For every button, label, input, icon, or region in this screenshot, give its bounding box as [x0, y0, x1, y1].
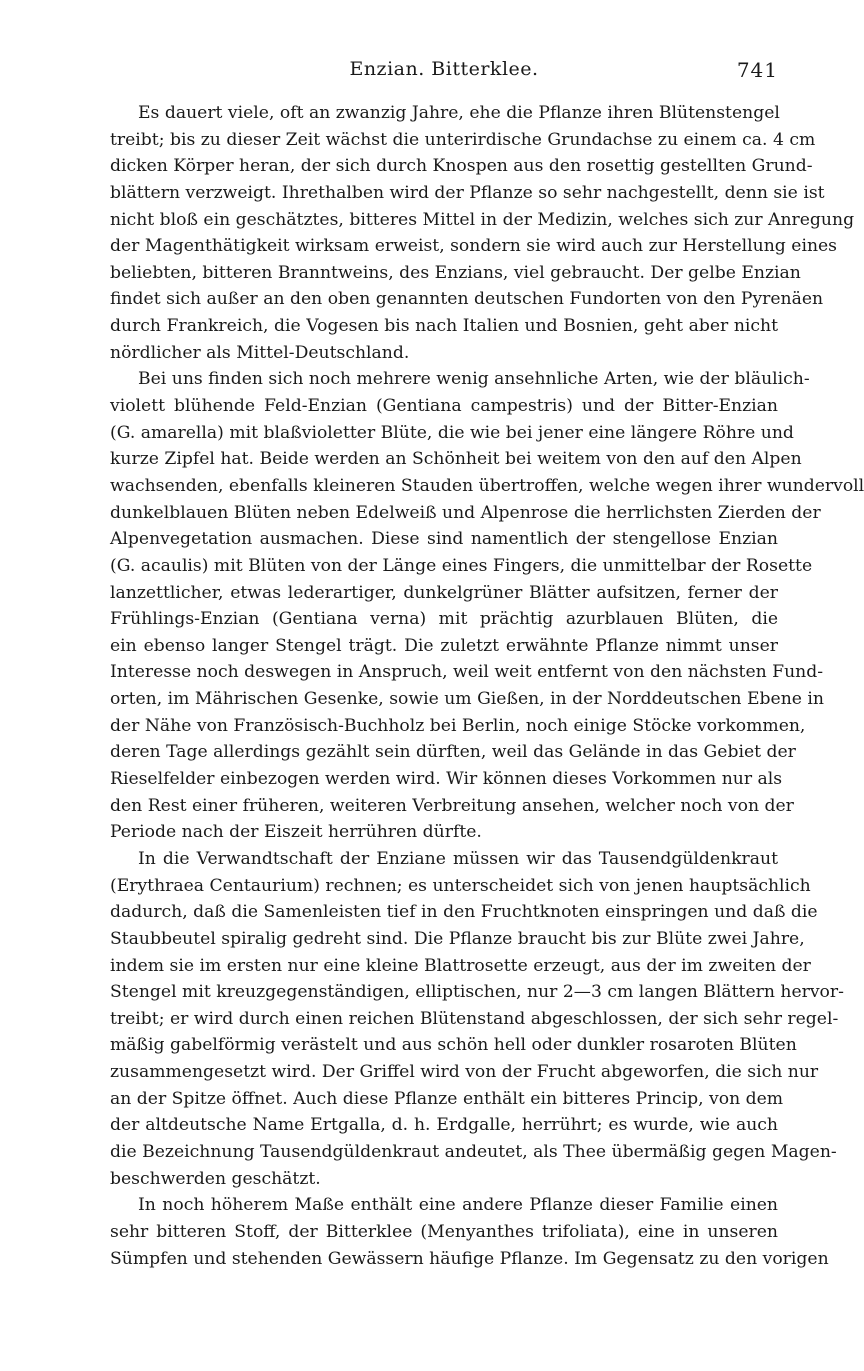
body-text — [110, 100, 864, 1272]
text-line: ein ebenso langer Stengel trägt. Die zuletzt erwähnte Pflanze nimmt unser — [110, 635, 778, 656]
text-line: violett blühende Feld-Enzian (Gentiana campestris) und der Bitter-Enzian — [110, 396, 778, 417]
text-line: Periode nach der Eiszeit herrühren dürfte. — [110, 822, 482, 843]
text-line: beschwerden geschätzt. — [110, 1168, 321, 1189]
running-head: Enzian. Bitterklee. — [349, 58, 539, 80]
text-line: (G. amarella) mit blaßvioletter Blüte, die wie bei jener eine längere Röhre und — [110, 422, 794, 443]
text-line: Frühlings-Enzian (Gentiana verna) mit prächtig azurblauen Blüten, die — [110, 609, 778, 630]
text-line: Alpenvegetation ausmachen. Diese sind namentlich der stengellose Enzian — [110, 529, 778, 550]
text-line: nördlicher als Mittel-Deutschland. — [110, 342, 410, 363]
paragraph-alpine-gentians — [110, 366, 864, 846]
text-line: indem sie im ersten nur eine kleine Blattrosette erzeugt, aus der im zweiten der — [110, 955, 811, 976]
text-line: Rieselfelder einbezogen werden wird. Wir können dieses Vorkommen nur als — [110, 769, 783, 790]
text-line: treibt; bis zu dieser Zeit wächst die unterirdische Grundachse zu einem ca. 4 cm — [110, 129, 816, 150]
text-line: der Nähe von Französisch-Buchholz bei Berlin, noch einige Stöcke vorkommen, — [110, 715, 806, 736]
text-line: an der Spitze öffnet. Auch diese Pflanze enthält ein bitteres Princip, von dem — [110, 1088, 784, 1109]
text-line: sehr bitteren Stoff, der Bitterklee (Menyanthes trifoliata), eine in unseren — [110, 1221, 778, 1242]
text-line: In die Verwandtschaft der Enziane müssen wir das Tausendgüldenkraut — [138, 848, 778, 869]
text-line: Es dauert viele, oft an zwanzig Jahre, ehe die Pflanze ihren Blütenstengel — [138, 103, 780, 123]
text-line: Stengel mit kreuzgegenständigen, elliptischen, nur 2—3 cm langen Blättern hervor- — [110, 982, 844, 1003]
text-line: deren Tage allerdings gezählt sein dürften, weil das Gelände in das Gebiet der — [110, 742, 796, 763]
text-line: die Bezeichnung Tausendgüldenkraut andeutet, als Thee übermäßig gegen Magen- — [110, 1141, 837, 1162]
text-line: durch Frankreich, die Vogesen bis nach Italien und Bosnien, geht aber nicht — [110, 316, 778, 337]
text-line: In noch höherem Maße enthält eine andere Pflanze dieser Familie einen — [138, 1195, 778, 1216]
paragraph-yellow-gentian — [110, 100, 855, 366]
text-line: treibt; er wird durch einen reichen Blütenstand abgeschlossen, der sich sehr regel- — [110, 1008, 839, 1029]
text-line: zusammengesetzt wird. Der Griffel wird von der Frucht abgeworfen, die sich nur — [110, 1062, 819, 1083]
text-line: dadurch, daß die Samenleisten tief in den Fruchtknoten einspringen und daß die — [110, 902, 818, 923]
text-line: kurze Zipfel hat. Beide werden an Schönheit bei weitem von den auf den Alpen — [110, 449, 802, 470]
text-line: dicken Körper heran, der sich durch Knospen aus den rosettig gestellten Grund- — [110, 156, 813, 177]
text-line: nicht bloß ein geschätztes, bitteres Mittel in der Medizin, welches sich zur Anregung — [110, 209, 855, 230]
text-line: orten, im Mährischen Gesenke, sowie um Gießen, in der Norddeutschen Ebene in — [110, 689, 824, 710]
paragraph-centaury — [110, 846, 844, 1192]
text-line: den Rest einer früheren, weiteren Verbreitung ansehen, welcher noch von der — [110, 795, 794, 816]
text-line: Bei uns finden sich noch mehrere wenig ansehnliche Arten, wie der bläulich- — [138, 369, 810, 390]
text-line: (G. acaulis) mit Blüten von der Länge eines Fingers, die unmittelbar der Rosette — [110, 555, 813, 576]
page-header — [110, 58, 778, 88]
text-line: findet sich außer an den oben genannten deutschen Fundorten von den Pyrenäen — [110, 289, 824, 310]
text-line: lanzettlicher, etwas lederartiger, dunkelgrüner Blätter aufsitzen, ferner der — [110, 582, 778, 603]
text-line: mäßig gabelförmig verästelt und aus schön hell oder dunkler rosaroten Blüten — [110, 1035, 797, 1056]
text-line: dunkelblauen Blüten neben Edelweiß und Alpenrose die herrlichsten Zierden der — [110, 502, 821, 523]
text-line: der altdeutsche Name Ertgalla, d. h. Erdgalle, herrührt; es wurde, wie auch — [110, 1115, 778, 1136]
text-line: Interesse noch deswegen in Anspruch, weil weit entfernt von den nächsten Fund- — [110, 662, 824, 683]
paragraph-bogbean — [110, 1192, 829, 1272]
text-line: Sümpfen und stehenden Gewässern häufige Pflanze. Im Gegensatz zu den vorigen — [110, 1248, 829, 1269]
text-line: wachsenden, ebenfalls kleineren Stauden übertroffen, welche wegen ihrer wundervoll — [110, 475, 864, 496]
text-line: (Erythraea Centaurium) rechnen; es unterscheidet sich von jenen hauptsächlich — [110, 875, 811, 896]
text-line: beliebten, bitteren Branntweins, des Enzians, viel gebraucht. Der gelbe Enzian — [110, 262, 801, 283]
text-line: Staubbeutel spiralig gedreht sind. Die Pflanze braucht bis zur Blüte zwei Jahre, — [110, 928, 805, 949]
text-line: der Magenthätigkeit wirksam erweist, sondern sie wird auch zur Herstellung eines — [110, 236, 838, 257]
text-line: blättern verzweigt. Ihrethalben wird der Pflanze so sehr nachgestellt, denn sie ist — [110, 182, 825, 203]
page-number: 741 — [736, 58, 778, 82]
